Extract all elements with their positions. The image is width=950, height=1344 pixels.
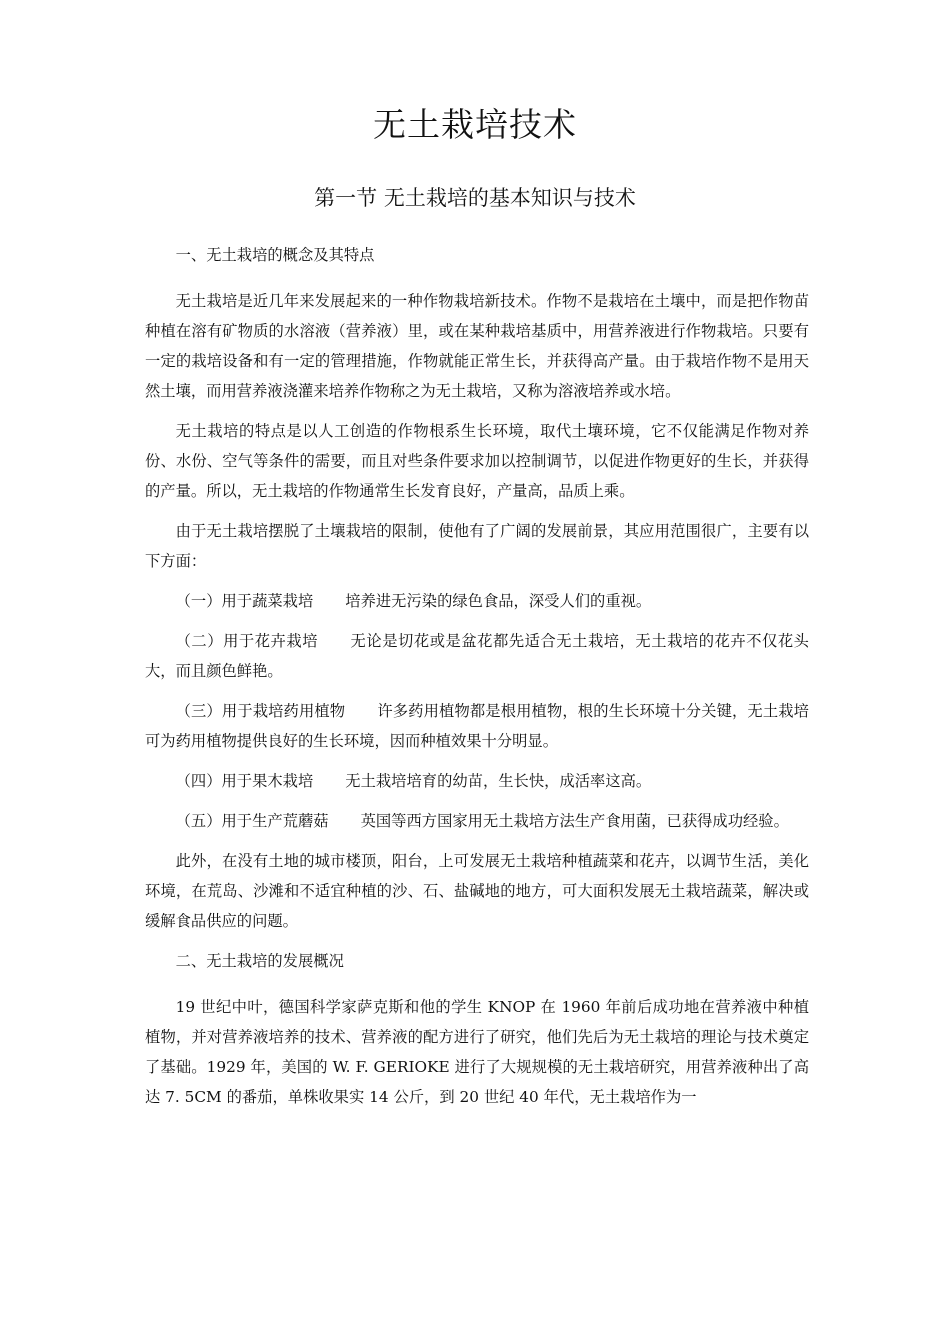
item-text: 无论是切花或是盆花都先适合无土栽培，无土栽培的花卉不仅花头大，而且颜色鲜艳。	[145, 632, 809, 680]
list-item	[145, 766, 809, 796]
item-label: （五）用于生产荒蘑菇	[175, 812, 329, 830]
paragraph-features: 无土栽培的特点是以人工创造的作物根系生长环境，取代土壤环境，它不仅能满足作物对养份、水份、空气等条件的需要，而且对些条件要求加以控制调节，以促进作物更好的生长，并获得的产量。所以，无土栽培的作物通常生长发育良好，产量高，品质上乘。	[145, 422, 809, 500]
list-item	[145, 626, 809, 686]
document-body	[145, 240, 809, 1122]
list-item	[145, 806, 809, 836]
paragraph-applications-intro: 由于无土栽培摆脱了土壤栽培的限制，使他有了广阔的发展前景，其应用范围很广，主要有以下方面：	[145, 522, 809, 570]
heading-concept: 一、无土栽培的概念及其特点	[175, 246, 375, 264]
heading-history: 二、无土栽培的发展概况	[175, 952, 344, 970]
list-item	[145, 696, 809, 756]
paragraph-history: 19 世纪中叶，德国科学家萨克斯和他的学生 KNOP 在 1960 年前后成功地在营养液中种植植物，并对营养液培养的技术、营养液的配方进行了研究，他们先后为无土栽培的理论与技术奠定了基础。1929 年，美国的 W. F. GERIOKE 进行了大规规模的无土栽培研究，用营养液种出了高达 7. 5CM 的番茄，单株收果实 14 公斤，到 20 世纪 40 年代，无土栽培作为一	[145, 998, 809, 1106]
paragraph-urban-use: 此外，在没有土地的城市楼顶，阳台，上可发展无土栽培种植蔬菜和花卉，以调节生活，美化环境，在荒岛、沙滩和不适宜种植的沙、石、盐碱地的地方，可大面积发展无土栽培蔬菜，解决或缓解食品供应的问题。	[145, 852, 809, 930]
item-label: （三）用于栽培药用植物	[175, 702, 346, 720]
item-label: （四）用于果木栽培	[175, 772, 314, 790]
paragraph-definition: 无土栽培是近几年来发展起来的一种作物栽培新技术。作物不是栽培在土壤中，而是把作物苗种植在溶有矿物质的水溶液（营养液）里，或在某种栽培基质中，用营养液进行作物栽培。只要有一定的栽培设备和有一定的管理措施，作物就能正常生长，并获得高产量。由于栽培作物不是用天然土壤，而用营养液浇灌来培养作物称之为无土栽培，又称为溶液培养或水培。	[145, 292, 809, 400]
document-title: 无土栽培技术	[373, 105, 577, 144]
section-title: 第一节 无土栽培的基本知识与技术	[314, 186, 636, 210]
item-text: 英国等西方国家用无土栽培方法生产食用菌，已获得成功经验。	[360, 812, 789, 830]
item-label: （二）用于花卉栽培	[175, 632, 319, 650]
item-label: （一）用于蔬菜栽培	[175, 592, 314, 610]
list-item	[145, 586, 809, 616]
item-text: 许多药用植物都是根用植物，根的生长环境十分关键，无土栽培可为药用植物提供良好的生长环境，因而种植效果十分明显。	[145, 702, 809, 750]
item-text: 培养进无污染的绿色食品，深受人们的重视。	[345, 592, 652, 610]
item-text: 无土栽培培育的幼苗，生长快，成活率这高。	[345, 772, 652, 790]
